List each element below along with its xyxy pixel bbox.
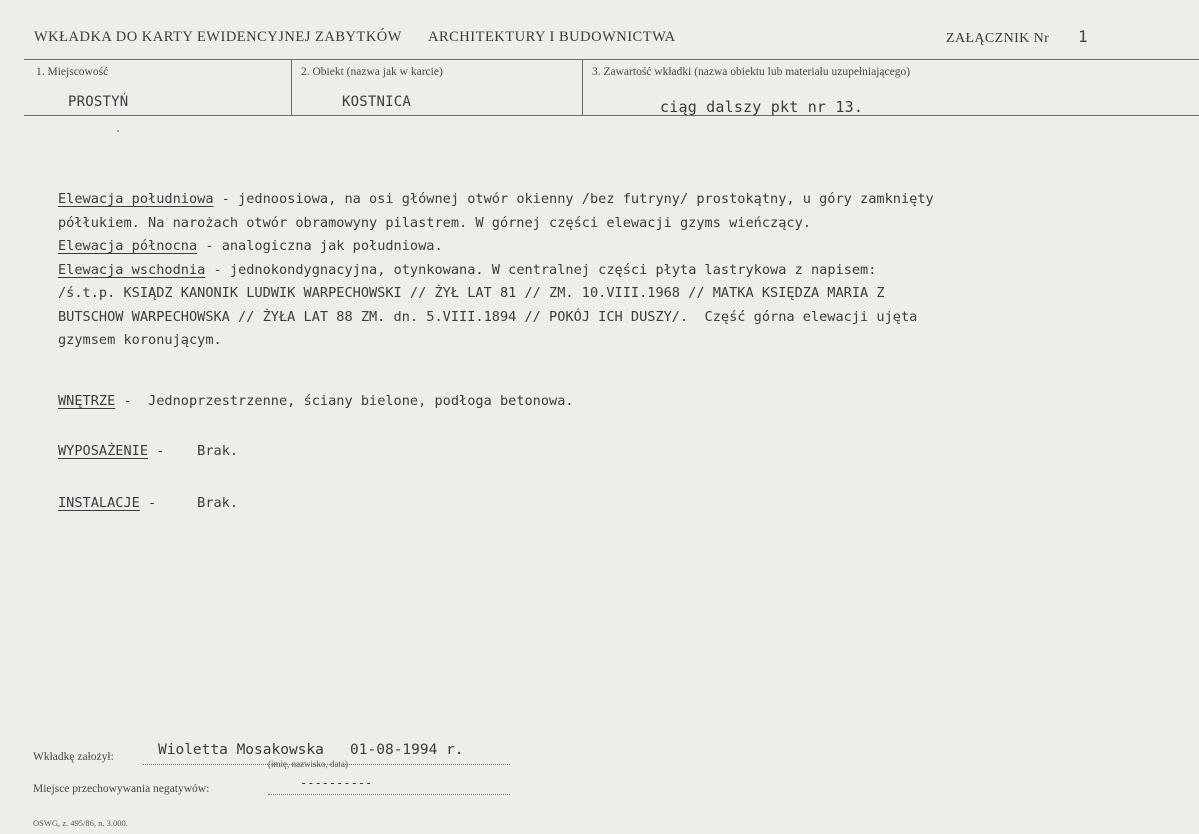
north-elevation-text: - analogiczna jak południowa.: [197, 238, 443, 254]
east-elevation-line-2: /ś.t.p. KSIĄDZ KANONIK LUDWIK WARPECHOWSKI // ŻYŁ LAT 81 // ZM. 10.VIII.1968 // MATKA KSIĘDZA MARIA Z: [58, 285, 885, 301]
interior-text: - Jednoprzestrzenne, ściany bielone, podłoga betonowa.: [115, 393, 574, 409]
print-note: OSWG, z. 495/86, n. 3.000.: [33, 818, 128, 828]
form-title: [34, 29, 676, 46]
annex-label: ZAŁĄCZNIK Nr: [946, 31, 1050, 46]
object-value: KOSTNICA: [342, 94, 412, 110]
negatives-location-line: [268, 794, 510, 795]
field-divider-2: [582, 59, 583, 115]
negatives-location-label: Miejsce przechowywania negatywów:: [33, 783, 210, 795]
east-elevation-line-1: [58, 259, 934, 283]
content-value: ciąg dalszy pkt nr 13.: [660, 98, 864, 116]
installations-heading: INSTALACJE: [58, 495, 140, 511]
east-elevation-text-1: - jednokondygnacyjna, otynkowana. W centralnej części płyta lastrykowa z napisem:: [205, 261, 877, 278]
south-elevation-line-2: półłukiem. Na narożach otwór obramowyny pilastrem. W górnej części elewacji gzyms wieńczący.: [58, 214, 811, 231]
form-title-mid: ARCHITEKTURY I BUDOWNICTWA: [427, 29, 676, 45]
place-value: PROSTYŃ: [68, 94, 129, 110]
paper-speck: [117, 130, 119, 132]
equipment-heading: WYPOSAŻENIE: [58, 443, 149, 459]
south-elevation-line-1: [58, 188, 934, 212]
installations-section: [58, 495, 238, 511]
created-by-value: Wioletta Mosakowska 01-08-1994 r.: [158, 742, 464, 758]
place-label: 1. Miejscowość: [36, 66, 109, 78]
form-title-left: WKŁADKA DO KARTY EWIDENCYJNEJ ZABYTKÓW: [34, 29, 402, 45]
description-body: [58, 188, 934, 353]
field-divider-1: [291, 59, 292, 115]
interior-heading: WNĘTRZE: [58, 393, 116, 409]
equipment-section: [58, 443, 238, 459]
object-label: 2. Obiekt (nazwa jak w karcie): [301, 66, 443, 78]
south-elevation-text-1: - jednoosiowa, na osi głównej otwór okienny /bez futryny/ prostokątny, u góry zamknięty: [213, 191, 934, 207]
content-label: 3. Zawartość wkładki (nazwa obiektu lub materiału uzupełniającego): [592, 66, 911, 78]
east-elevation-line-3: BUTSCHOW WARPECHOWSKA // ŻYŁA LAT 88 ZM. dn. 5.VIII.1894 // POKÓJ ICH DUSZY/. Część górna elewacji ujęta: [58, 308, 918, 325]
north-elevation-heading: Elewacja północna: [58, 238, 198, 254]
installations-text: - Brak.: [139, 495, 239, 511]
negatives-location-value: ----------: [300, 776, 373, 790]
annex-number: 1: [1078, 27, 1088, 46]
header-divider-bottom: [24, 115, 1199, 116]
east-elevation-heading: Elewacja wschodnia: [58, 261, 206, 278]
north-elevation-line: [58, 235, 934, 259]
created-by-label: Wkładkę założył:: [33, 751, 114, 763]
south-elevation-heading: Elewacja południowa: [58, 191, 214, 207]
east-elevation-line-4: gzymsem koronującym.: [58, 332, 222, 348]
equipment-text: - Brak.: [148, 443, 239, 459]
header-divider-top: [24, 59, 1199, 60]
interior-section: [58, 393, 574, 409]
created-by-hint: (imię, nazwisko, data): [268, 759, 348, 769]
